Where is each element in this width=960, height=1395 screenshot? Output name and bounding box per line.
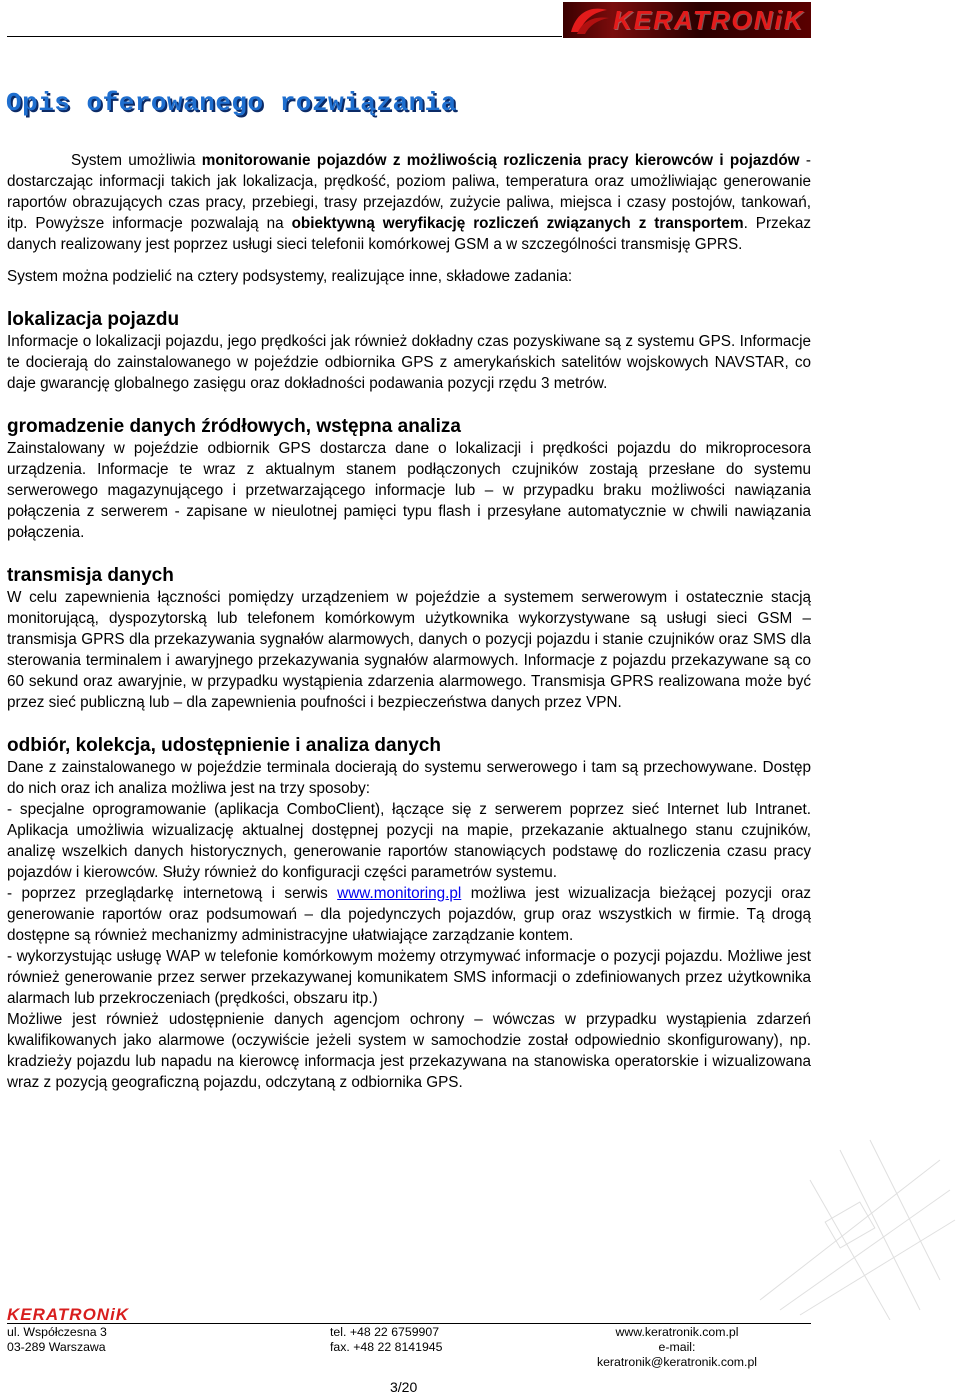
satellite-watermark-icon <box>740 1120 960 1320</box>
section-heading-transmission: transmisja danych <box>7 565 174 586</box>
section-body-localization: Informacje o lokalizacji pojazdu, jego prędkości jak również dokładny czas pozyskiwane są z systemu GPS. Informacje te docierają do zainstalowanego w pojeździe odbiornika GPS z amerykańskich satelitów wojskowych NAVSTAR, co daje gwarancję globalnego zasięgu oraz dokładności podawania pozycji rzędu 3 metrów. <box>7 333 811 392</box>
footer-fax: fax. +48 22 8141945 <box>330 1340 443 1354</box>
reception-paragraph-1: Dane z zainstalowanego w pojeździe terminala docierają do systemu serwerowego i tam są przechowywane. Dostęp do nich oraz ich analiza możliwa jest na trzy sposoby: <box>7 759 811 797</box>
section-heading-localization: lokalizacja pojazdu <box>7 309 180 330</box>
logo-swoosh-icon <box>563 2 613 38</box>
monitoring-link[interactable]: www.monitoring.pl <box>337 885 462 902</box>
reception-paragraph-comboclient: - specjalne oprogramowanie (aplikacja ComboClient), łączące się z serwerem poprzez sieć Internet lub Intranet. Aplikacja umożliwia wizualizację aktualnej dostępnej pozycji na mapie, przekazanie aktualnego stanu czujników, analizę wszelkich danych historycznych, generowanie raportów stanowiących podstawę do rozliczenia czasu pracy pojazdów i kierowców. Służy również do konfiguracji części parametrów systemu. <box>7 801 811 881</box>
web-text-after: możliwa jest wizualizacja bieżącej pozycji oraz generowanie raportów oraz podsumowań – dla pojedynczych pojazdów, grup oraz wszystkich w firmie. Tą drogą dostępne są również mechanizmy administracyjne ułatwiające zarządzanie kontem. <box>7 885 811 944</box>
reception-paragraph-security: Możliwe jest również udostępnienie danych agencjom ochrony – wówczas w przypadku wystąpienia zdarzeń kwalifikowanych jako alarmowe (oczywiście jeżeli system w samochodzie został odpowiednio skonfigurowany), np. kradzieży pojazdu lub napadu na kierowcę informacja jest przekazywana na stanowiska operatorskie i wizualizowana wraz z pozycją geograficzną pojazdu, odczytaną z odbiornika GPS. <box>7 1011 811 1091</box>
intro-emphasis: obiektywną weryfikację rozliczeń związanych z transportem <box>291 215 744 232</box>
footer-city: 03-289 Warszawa <box>7 1340 106 1354</box>
footer-rule <box>7 1323 811 1324</box>
company-logo <box>563 2 811 38</box>
footer-logo: KERATRONiK <box>7 1305 130 1324</box>
footer-email[interactable]: e-mail: keratronik@keratronik.com.pl <box>596 1340 758 1369</box>
reception-paragraph-web <box>7 883 811 946</box>
section-body-transmission: W celu zapewnienia łączności pomiędzy urządzeniem w pojeździe a systemem serwerowym i ostatecznie stacją monitorującą, dyspozytorską lub telefonem komórkowym użytkownika wykorzystywane są usługi sieci GSM – transmisja GPRS dla przekazywania sygnałów alarmowych, danych o pozycji pojazdu i stanie czujników oraz SMS dla sterowania terminalem i awaryjnego przekazywania sygnałów alarmowych. Informacje z pojazdu przekazywane są co 60 sekund oraz awaryjnie, w przypadku wystąpienia zdarzenia alarmowego. Transmisja GPRS realizowana może być przez sieć publiczną lub – dla zapewnienia poufności i bezpieczeństwa danych przez VPN. <box>7 589 811 711</box>
page-title: Opis oferowanego rozwiązania <box>6 88 457 118</box>
footer-contact <box>592 1325 762 1370</box>
intro-emphasis: monitorowanie pojazdów z możliwością rozliczenia pracy kierowców i pojazdów <box>201 152 800 169</box>
intro-text: System umożliwia <box>71 152 202 169</box>
intro-subsystems: System można podzielić na cztery podsystemy, realizujące inne, składowe zadania: <box>7 268 573 285</box>
web-text-before: - poprzez przeglądarkę internetową i serwis <box>7 885 338 902</box>
intro-text: . Przekaz danych realizowany jest poprzez usługi sieci telefonii komórkowej GSM a w szczególności transmisję GPRS. <box>7 215 812 253</box>
footer-phones <box>330 1325 442 1355</box>
section-body-data-collection: Zainstalowany w pojeździe odbiornik GPS dostarcza dane o lokalizacji i prędkości pojazdu do mikroprocesora urządzenia. Informacje te wraz z aktualnym stanem podłączonych czujników zostają przesłane do systemu serwerowego magazynującego i przetwarzającego informacje lub – w przypadku braku możliwości nawiązania połączenia z serwerem - zapisane w nieulotnej pamięci typu flash i przesyłane automatycznie w chwili nawiązania połączenia. <box>7 440 811 541</box>
page-number: 3/20 <box>390 1379 418 1395</box>
footer-tel: tel. +48 22 6759907 <box>330 1325 440 1339</box>
logo-text: KERATRONiK <box>613 4 805 35</box>
section-heading-reception: odbiór, kolekcja, udostępnienie i analiza danych <box>7 735 441 756</box>
reception-paragraph-wap: - wykorzystując usługę WAP w telefonie komórkowym możemy otrzymywać informacje o pozycji pojazdu. Możliwe jest również generowanie przez serwer przekazywanej komunikatem SMS informacji o zdefiniowanych przez użytkownika alarmach lub przekroczeniach (prędkości, obszaru itp.) <box>7 948 811 1007</box>
intro-text: - dostarczając informacji takich jak lokalizacja, prędkość, poziom paliwa, temperatura oraz umożliwiając generowanie raportów obrazujących czas pracy, przebiegi, trasy przejazdów, zużycie paliwa, miejsca i czasy postojów, tankowań, itp. Powyższe informacje pozwalają na <box>7 152 811 232</box>
document-body <box>7 150 811 1093</box>
intro-paragraph <box>7 150 811 255</box>
footer-address <box>7 1325 107 1355</box>
section-heading-data-collection: gromadzenie danych źródłowych, wstępna analiza <box>7 416 461 437</box>
footer-web[interactable]: www.keratronik.com.pl <box>615 1325 739 1339</box>
header-rule <box>7 36 562 37</box>
footer-street: ul. Współczesna 3 <box>7 1325 107 1339</box>
